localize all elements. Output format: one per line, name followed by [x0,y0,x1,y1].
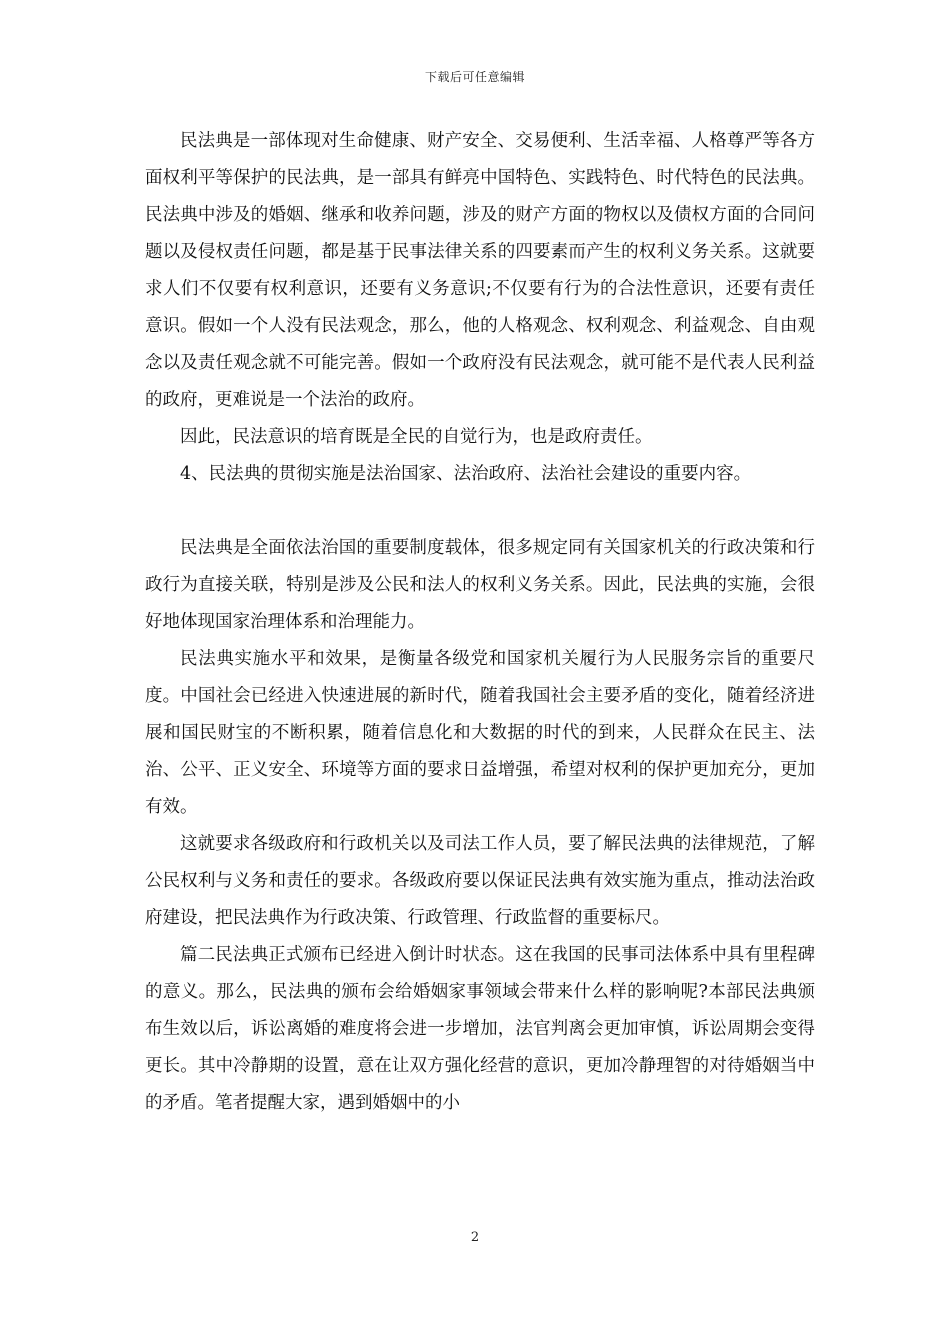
page-number: 2 [470,1230,480,1245]
paragraph-government-requirements: 这就要求各级政府和行政机关以及司法工作人员，要了解民法典的法律规范，了解公民权利与义务和责任的要求。各级政府要以保证民法典有效实施为重点，推动法治政府建设，把民法典作为行政决策、行政管理、行政监督的重要标尺。 [145,834,815,928]
paragraph-civil-awareness: 因此，民法意识的培育既是全民的自觉行为，也是政府责任。 [180,427,653,447]
paragraph-part-two-marriage: 篇二民法典正式颁布已经进入倒计时状态。这在我国的民事司法体系中具有里程碑的意义。那么，民法典的颁布会给婚姻家事领域会带来什么样的影响呢?本部民法典颁布生效以后，诉讼离婚的难度将会进一步增加，法官判离会更加审慎，诉讼周期会变得更长。其中冷静期的设置，意在让双方强化经营的意识，更加冷静理智的对待婚姻当中的矛盾。笔者提醒大家，遇到婚姻中的小 [145,945,815,1113]
document-body [145,123,815,1122]
paragraph-rule-of-law: 民法典是全面依法治国的重要制度载体，很多规定同有关国家机关的行政决策和行政行为直接关联，特别是涉及公民和法人的权利义务关系。因此，民法典的实施，会很好地体现国家治理体系和治理能力。 [145,538,815,632]
paragraph-civil-code-rights: 民法典是一部体现对生命健康、财产安全、交易便利、生活幸福、人格尊严等各方面权利平等保护的民法典，是一部具有鲜亮中国特色、实践特色、时代特色的民法典。民法典中涉及的婚姻、继承和收养问题，涉及的财产方面的物权以及债权方面的合同问题以及侵权责任问题，都是基于民事法律关系的四要素而产生的权利义务关系。这就要求人们不仅要有权利意识，还要有义务意识;不仅要有行为的合法性意识，还要有责任意识。假如一个人没有民法观念，那么，他的人格观念、权利观念、利益观念、自由观念以及责任观念就不可能完善。假如一个政府没有民法观念，就可能不是代表人民利益的政府，更难说是一个法治的政府。 [145,131,815,410]
paragraph-implementation-level: 民法典实施水平和效果，是衡量各级党和国家机关履行为人民服务宗旨的重要尺度。中国社会已经进入快速进展的新时代，随着我国社会主要矛盾的变化，随着经济进展和国民财宝的不断积累，随着信息化和大数据的时代的到来，人民群众在民主、法治、公平、正义安全、环境等方面的要求日益增强，希望对权利的保护更加充分，更加有效。 [145,649,815,817]
paragraph-section-4-heading: 4、民法典的贯彻实施是法治国家、法治政府、法治社会建设的重要内容。 [180,464,752,484]
page-header: 下载后可任意编辑 [424,70,525,84]
